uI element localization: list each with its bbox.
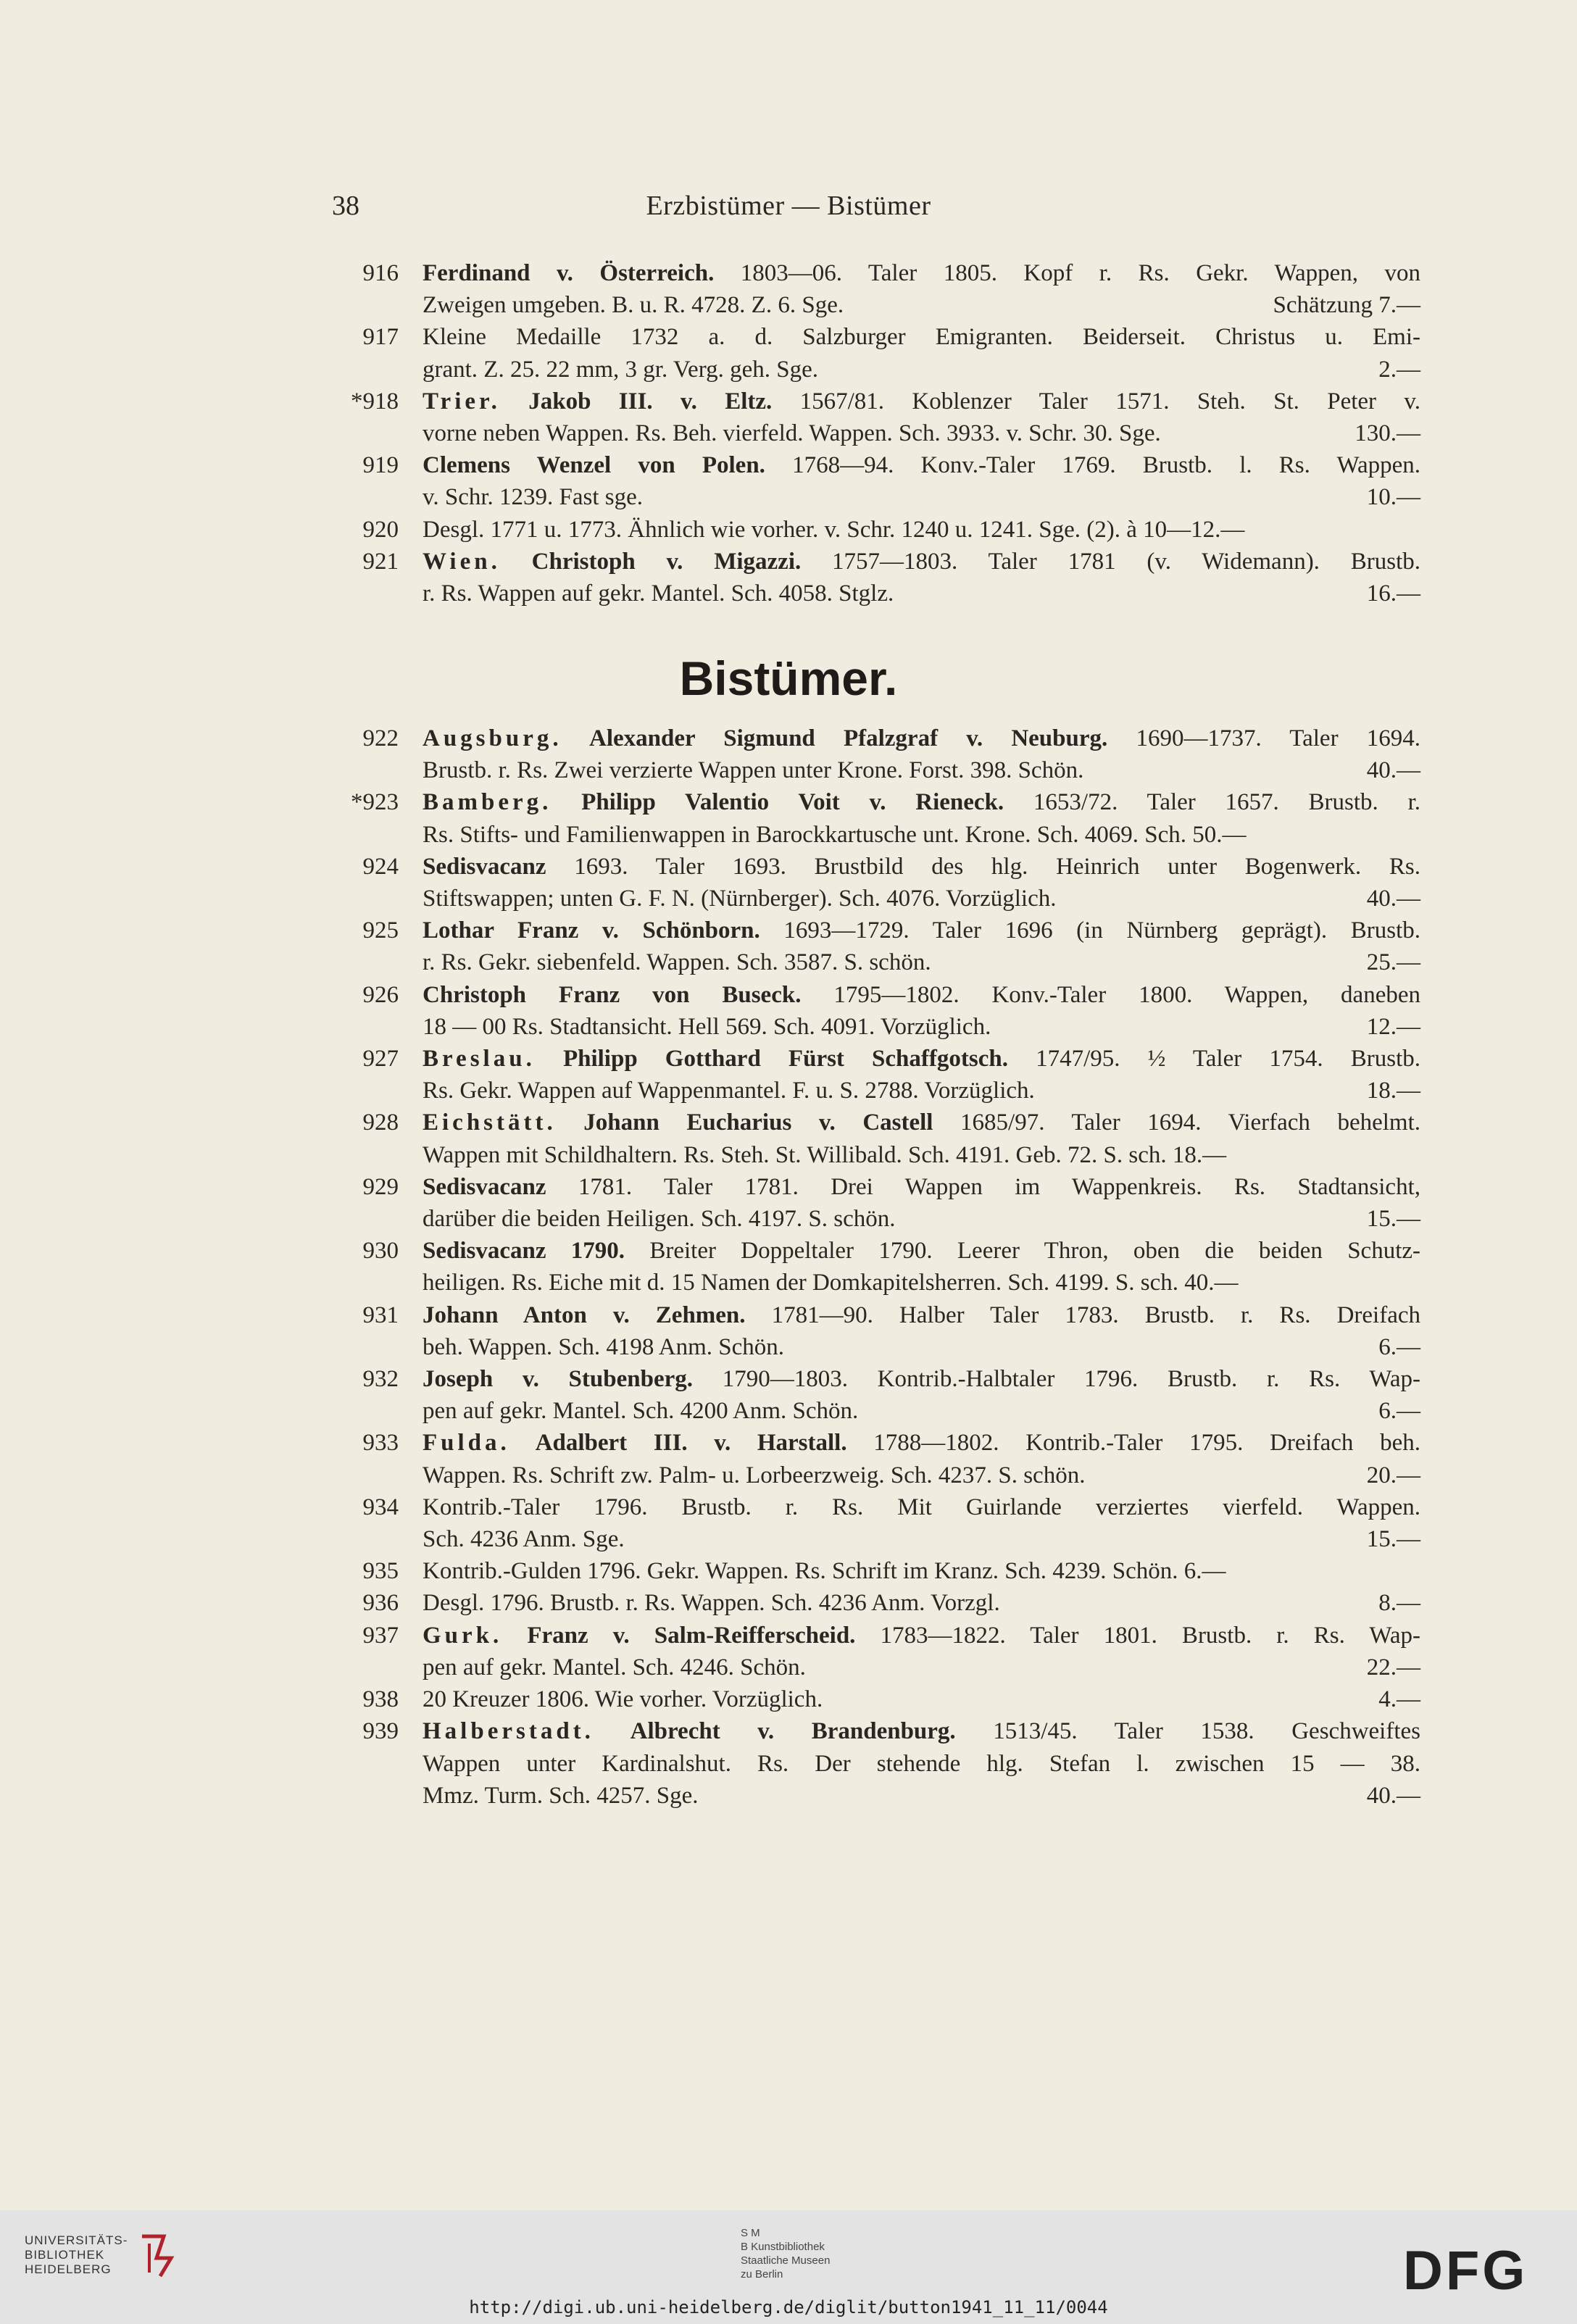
- entry-text: Franz v. Salm-Reifferscheid.: [502, 1622, 856, 1649]
- entry-text: Wappen. Rs. Schrift zw. Palm- u. Lorbeerzweig. Sch. 4237. S. schön.: [423, 1462, 1086, 1488]
- catalog-entry: [341, 257, 1428, 321]
- catalog-entry: [341, 321, 1428, 385]
- entry-price: 15.—: [1366, 1526, 1420, 1553]
- entry-line: [423, 1267, 1420, 1299]
- entry-line: [423, 1715, 1420, 1747]
- entry-line: [423, 1043, 1420, 1075]
- entry-price: 18.—: [1366, 1078, 1420, 1104]
- stamp-line: B Kunstbibliothek: [741, 2241, 825, 2253]
- entry-text: Gurk.: [423, 1622, 503, 1649]
- entry-line: [423, 1395, 1420, 1427]
- entry-text: Rs. Gekr. Wappen auf Wappenmantel. F. u. S. 2788. Vorzüglich.: [423, 1078, 1035, 1104]
- entry-number: 930: [362, 1238, 399, 1265]
- entry-text: Johann Anton v. Zehmen.: [423, 1301, 746, 1328]
- entry-line: [423, 1780, 1420, 1812]
- entry-text: 1747/95. ½ Taler 1754. Brustb.: [1007, 1046, 1420, 1073]
- entry-line: [423, 578, 1420, 609]
- entry-line: [423, 514, 1420, 546]
- entry-line: [423, 481, 1420, 513]
- entry-line: [423, 449, 1420, 481]
- catalog-entry: [341, 851, 1428, 915]
- entry-line: [423, 1683, 1420, 1715]
- entry-line: [423, 754, 1420, 786]
- entry-text: r. Rs. Gekr. siebenfeld. Wappen. Sch. 3587. S. schön.: [423, 949, 931, 976]
- section-title: Bistümer.: [679, 651, 898, 705]
- entry-text: Desgl. 1796. Brustb. r. Rs. Wappen. Sch. 4236 Anm. Vorzgl.: [423, 1590, 1000, 1617]
- stamp-line: Staatliche Museen: [741, 2254, 831, 2267]
- entry-line: [423, 1299, 1420, 1331]
- university-library-label[interactable]: [25, 2233, 128, 2277]
- entry-text: 1653/72. Taler 1657. Brustb. r.: [1004, 789, 1420, 816]
- entry-price: Schätzung 7.—: [1273, 292, 1420, 319]
- entry-number: 922: [362, 725, 399, 751]
- entry-line: [423, 1427, 1420, 1459]
- entry-price: 15.—: [1366, 1206, 1420, 1233]
- university-line: BIBLIOTHEK: [25, 2248, 105, 2262]
- entry-line: [423, 1459, 1420, 1491]
- entry-text: 18 — 00 Rs. Stadtansicht. Hell 569. Sch. 4091. Vorzüglich.: [423, 1013, 991, 1040]
- entry-text: Clemens Wenzel von Polen.: [423, 452, 765, 479]
- entry-number: 935: [362, 1558, 399, 1585]
- entry-text: v. Schr. 1239. Fast sge.: [423, 484, 644, 511]
- entry-number: 929: [362, 1173, 399, 1200]
- entry-text: Sedisvacanz: [423, 1173, 546, 1200]
- entry-line: [423, 946, 1420, 978]
- entry-number: 920: [362, 516, 399, 543]
- entry-number: 919: [362, 452, 399, 479]
- entry-line: [423, 1587, 1420, 1619]
- entry-text: Philipp Gotthard Fürst Schaffgotsch.: [535, 1046, 1008, 1073]
- catalog-entry: [341, 546, 1428, 609]
- entry-text: Breslau.: [423, 1046, 536, 1073]
- entry-number: 937: [362, 1622, 399, 1649]
- entry-number: 938: [362, 1686, 399, 1713]
- entry-text: Mmz. Turm. Sch. 4257. Sge.: [423, 1782, 699, 1809]
- catalog-entry: [341, 915, 1428, 978]
- entry-text: 1693. Taler 1693. Brustbild des hlg. Heinrich unter Bogenwerk. Rs.: [546, 853, 1420, 880]
- entry-text: Stiftswappen; unten G. F. N. (Nürnberger). Sch. 4076. Vorzüglich.: [423, 886, 1057, 912]
- entry-line: [423, 257, 1420, 289]
- entry-price: 4.—: [1378, 1686, 1420, 1713]
- entry-line: [423, 1203, 1420, 1235]
- entry-price: 130.—: [1355, 420, 1420, 447]
- entry-text: Wappen mit Schildhaltern. Rs. Steh. St. Willibald. Sch. 4191. Geb. 72. S. sch. 18.—: [423, 1141, 1227, 1168]
- dfg-logo[interactable]: DFG: [1403, 2240, 1528, 2302]
- entry-number: 926: [362, 981, 399, 1008]
- entry-price: 25.—: [1366, 949, 1420, 976]
- entry-text: 1690—1737. Taler 1694.: [1107, 725, 1420, 751]
- entry-text: Breiter Doppeltaler 1790. Leerer Thron, oben die beiden Schutz-: [625, 1238, 1420, 1265]
- entry-price: 16.—: [1366, 580, 1420, 607]
- entry-text: r. Rs. Wappen auf gekr. Mantel. Sch. 4058. Stglz.: [423, 580, 894, 607]
- catalog-entry: [341, 1620, 1428, 1683]
- entry-line: [423, 386, 1420, 417]
- entry-text: 1685/97. Taler 1694. Vierfach behelmt.: [933, 1109, 1420, 1136]
- catalog-entry: [341, 1107, 1428, 1170]
- entry-price: 40.—: [1366, 886, 1420, 912]
- entry-price: 20.—: [1366, 1462, 1420, 1488]
- entry-line: [423, 1107, 1420, 1138]
- entry-text: vorne neben Wappen. Rs. Beh. vierfeld. Wappen. Sch. 3933. v. Schr. 30. Sge.: [423, 420, 1161, 447]
- entry-text: Kontrib.-Taler 1796. Brustb. r. Rs. Mit Guirlande verziertes vierfeld. Wappen.: [423, 1494, 1420, 1520]
- entry-line: [423, 1139, 1420, 1171]
- entry-line: [423, 1171, 1420, 1203]
- entry-text: Adalbert III. v. Harstall.: [509, 1430, 847, 1457]
- entry-text: Wien.: [423, 548, 501, 575]
- entry-line: [423, 1075, 1420, 1107]
- catalog-entry: [341, 1715, 1428, 1812]
- entry-text: Johann Eucharius v. Castell: [556, 1109, 933, 1136]
- entry-text: 1757—1803. Taler 1781 (v. Widemann). Brustb.: [801, 548, 1420, 575]
- entry-text: Sch. 4236 Anm. Sge.: [423, 1526, 625, 1553]
- stamp-line: S M: [741, 2227, 760, 2239]
- entry-text: 1567/81. Koblenzer Taler 1571. Steh. St. Peter v.: [772, 388, 1420, 415]
- entry-text: Rs. Stifts- und Familienwappen in Barockkartusche unt. Krone. Sch. 4069. Sch. 50.—: [423, 821, 1247, 848]
- entry-line: [423, 915, 1420, 946]
- entry-text: Joseph v. Stubenberg.: [423, 1366, 693, 1393]
- entry-text: 1513/45. Taler 1538. Geschweiftes: [955, 1718, 1420, 1745]
- university-line: HEIDELBERG: [25, 2262, 112, 2276]
- entry-text: Halberstadt.: [423, 1718, 594, 1745]
- entry-text: Zweigen umgeben. B. u. R. 4728. Z. 6. Sge.: [423, 292, 844, 319]
- entry-text: 20 Kreuzer 1806. Wie vorher. Vorzüglich.: [423, 1686, 823, 1713]
- entry-text: Lothar Franz v. Schönborn.: [423, 917, 760, 944]
- catalog-entry: [341, 979, 1428, 1043]
- catalog-entry: [341, 1363, 1428, 1427]
- entry-text: 1781. Taler 1781. Drei Wappen im Wappenkreis. Rs. Stadtansicht,: [546, 1173, 1420, 1200]
- entry-line: [423, 722, 1420, 754]
- entry-text: beh. Wappen. Sch. 4198 Anm. Schön.: [423, 1333, 785, 1360]
- entry-text: 1768—94. Konv.-Taler 1769. Brustb. l. Rs. Wappen.: [765, 452, 1421, 479]
- entry-number: 916: [362, 260, 399, 286]
- entry-number: 936: [362, 1590, 399, 1617]
- entry-text: 1693—1729. Taler 1696 (in Nürnberg geprägt). Brustb.: [760, 917, 1420, 944]
- university-line: UNIVERSITÄTS-: [25, 2233, 128, 2247]
- entry-number: 927: [362, 1046, 399, 1073]
- catalog-entry: [341, 1555, 1428, 1587]
- entry-text: Alexander Sigmund Pfalzgraf v. Neuburg.: [562, 725, 1108, 751]
- entry-text: Albrecht v. Brandenburg.: [594, 1718, 956, 1745]
- source-url[interactable]: http://digi.ub.uni-heidelberg.de/diglit/button1941_11_11/0044: [469, 2297, 1108, 2317]
- header-title: Erzbistümer — Bistümer: [646, 191, 931, 221]
- entry-number: 928: [362, 1109, 399, 1136]
- entry-number: 933: [362, 1430, 399, 1457]
- stamp-line: zu Berlin: [741, 2268, 783, 2281]
- entry-price: 10.—: [1366, 484, 1420, 511]
- catalog-entry: [341, 1491, 1428, 1555]
- entry-line: [423, 1748, 1420, 1780]
- entry-line: [423, 1331, 1420, 1363]
- entry-number: 934: [362, 1494, 399, 1520]
- entry-line: [423, 354, 1420, 386]
- entry-price: 2.—: [1378, 356, 1420, 383]
- entry-number: 917: [362, 324, 399, 351]
- entry-text: Christoph Franz von Buseck.: [423, 981, 802, 1008]
- entry-line: [423, 1555, 1420, 1587]
- catalog-entry: [341, 1587, 1428, 1619]
- running-header: [0, 190, 1577, 233]
- catalog-entry: [341, 449, 1428, 513]
- entry-number: 924: [362, 853, 399, 880]
- catalog-entry: [341, 1683, 1428, 1715]
- entry-text: Trier.: [423, 388, 501, 415]
- entry-text: pen auf gekr. Mantel. Sch. 4200 Anm. Schön.: [423, 1398, 859, 1425]
- entry-line: [423, 1011, 1420, 1043]
- entry-text: 1788—1802. Kontrib.-Taler 1795. Dreifach beh.: [846, 1430, 1420, 1457]
- library-stamp: [741, 2226, 830, 2281]
- entry-text: 1783—1822. Taler 1801. Brustb. r. Rs. Wap-: [855, 1622, 1420, 1649]
- page-number: 38: [332, 191, 359, 221]
- entry-text: Kontrib.-Gulden 1796. Gekr. Wappen. Rs. Schrift im Kranz. Sch. 4239. Schön. 6.—: [423, 1558, 1226, 1585]
- entry-line: [423, 1620, 1420, 1652]
- entry-line: [423, 1523, 1420, 1555]
- catalog-entry: [341, 1299, 1428, 1363]
- entry-text: Bamberg.: [423, 789, 552, 816]
- entry-number: 931: [362, 1301, 399, 1328]
- entry-number: 925: [362, 917, 399, 944]
- catalog-entry: [341, 514, 1428, 546]
- entry-line: [423, 546, 1420, 578]
- entry-price: 40.—: [1366, 757, 1420, 784]
- entry-text: Sedisvacanz: [423, 853, 546, 880]
- entry-price: 40.—: [1366, 1782, 1420, 1809]
- entry-line: [423, 1363, 1420, 1395]
- catalog-entry: [341, 786, 1428, 850]
- entry-line: [423, 851, 1420, 883]
- entry-line: [423, 883, 1420, 915]
- entry-number: 939: [362, 1718, 399, 1745]
- entry-text: Kleine Medaille 1732 a. d. Salzburger Emigranten. Beiderseit. Christus u. Emi-: [423, 324, 1420, 351]
- entry-text: Eichstätt.: [423, 1109, 557, 1136]
- entry-price: 6.—: [1378, 1398, 1420, 1425]
- entry-price: 12.—: [1366, 1013, 1420, 1040]
- entry-text: pen auf gekr. Mantel. Sch. 4246. Schön.: [423, 1654, 806, 1680]
- entry-number: *923: [351, 789, 399, 816]
- entry-line: [423, 819, 1420, 851]
- entry-text: 1781—90. Halber Taler 1783. Brustb. r. Rs. Dreifach: [745, 1301, 1420, 1328]
- entry-line: [423, 979, 1420, 1011]
- entry-text: Jakob III. v. Eltz.: [500, 388, 773, 415]
- entry-text: Fulda.: [423, 1430, 510, 1457]
- entry-text: heiligen. Rs. Eiche mit d. 15 Namen der Domkapitelsherren. Sch. 4199. S. sch. 40.—: [423, 1270, 1239, 1296]
- entry-text: Wappen unter Kardinalshut. Rs. Der stehende hlg. Stefan l. zwischen 15 — 38.: [423, 1750, 1420, 1777]
- entry-text: Christoph v. Migazzi.: [500, 548, 802, 575]
- entry-line: [423, 1652, 1420, 1683]
- entry-number: 932: [362, 1366, 399, 1393]
- entry-text: Desgl. 1771 u. 1773. Ähnlich wie vorher. v. Schr. 1240 u. 1241. Sge. (2). à 10—12.—: [423, 516, 1245, 543]
- entry-line: [423, 1235, 1420, 1267]
- entry-number: *918: [351, 388, 399, 415]
- entries-top: [341, 257, 1428, 609]
- catalog-entry: [341, 1043, 1428, 1107]
- entry-text: darüber die beiden Heiligen. Sch. 4197. S. schön.: [423, 1206, 896, 1233]
- entry-text: Augsburg.: [423, 725, 562, 751]
- entry-price: 8.—: [1378, 1590, 1420, 1617]
- entry-line: [423, 321, 1420, 353]
- catalog-entry: [341, 386, 1428, 449]
- entry-text: grant. Z. 25. 22 mm, 3 gr. Verg. geh. Sge.: [423, 356, 818, 383]
- university-logo-icon: [135, 2229, 186, 2280]
- entries-bottom: [341, 722, 1428, 1812]
- entry-text: 1803—06. Taler 1805. Kopf r. Rs. Gekr. Wappen, von: [714, 260, 1420, 286]
- entry-price: 22.—: [1366, 1654, 1420, 1680]
- entry-price: 6.—: [1378, 1333, 1420, 1360]
- catalog-entry: [341, 1427, 1428, 1491]
- entry-line: [423, 1491, 1420, 1523]
- entry-text: Philipp Valentio Voit v. Rieneck.: [552, 789, 1004, 816]
- entry-line: [423, 417, 1420, 449]
- entry-text: Brustb. r. Rs. Zwei verzierte Wappen unter Krone. Forst. 398. Schön.: [423, 757, 1084, 784]
- entry-line: [423, 786, 1420, 818]
- entry-text: 1790—1803. Kontrib.-Halbtaler 1796. Brustb. r. Rs. Wap-: [693, 1366, 1420, 1393]
- catalog-entry: [341, 1235, 1428, 1299]
- catalog-entry: [341, 722, 1428, 786]
- entry-number: 921: [362, 548, 399, 575]
- entry-text: 1795—1802. Konv.-Taler 1800. Wappen, daneben: [801, 981, 1420, 1008]
- entry-line: [423, 289, 1420, 321]
- catalog-entry: [341, 1171, 1428, 1235]
- entry-text: Sedisvacanz 1790.: [423, 1238, 625, 1265]
- entry-text: Ferdinand v. Österreich.: [423, 260, 715, 286]
